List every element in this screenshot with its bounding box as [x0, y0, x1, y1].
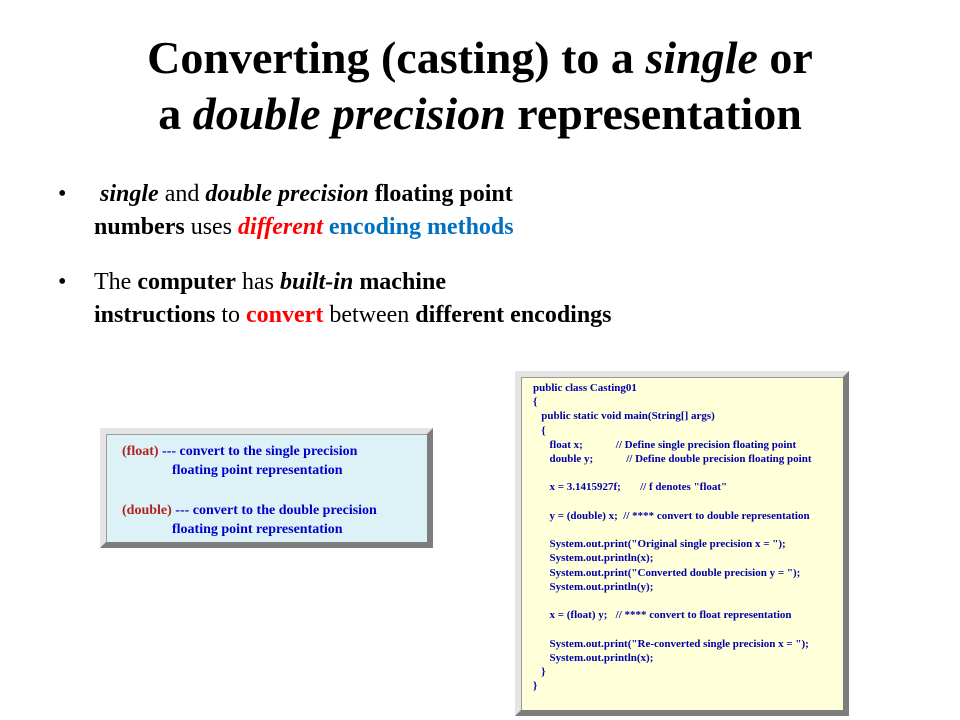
double-cast-line: (double) --- convert to the double precision — [122, 503, 377, 518]
bullet-dot: • — [58, 181, 67, 207]
double-cast-continuation: floating point representation — [172, 522, 343, 537]
title-single: single — [645, 32, 758, 83]
float-cast-continuation: floating point representation — [172, 463, 343, 478]
bullet-dot: • — [58, 269, 67, 295]
title-double-precision: double precision — [192, 88, 506, 139]
bullet-encoding-methods: • single and double precision floating point numbers uses different encoding methods — [58, 178, 918, 244]
slide-title — [0, 30, 960, 142]
bullet-list — [58, 178, 918, 354]
code-listing: public class Casting01 { public static void main(String[] args) { float x; // Define single precision floating point double y; // Define double precision floating point x = 3.1415927f; // f denotes "float" y = (double) x; // **** convert to double representation System.out.print("Original single precision x = "); System.out.println(x); System.out.print("Converted double precision y = "); System.out.println(y); x = (float) y; // **** convert to float representation System.out.print("Re-converted single precision x = "); System.out.println(x); } } — [533, 382, 812, 693]
casting-operators-box — [100, 428, 433, 548]
float-cast-line: (float) --- convert to the single precision — [122, 444, 358, 459]
bullet-machine-instructions: • The computer has built-in machine instructions to convert between different encodings — [58, 266, 918, 332]
code-listing-box — [515, 371, 849, 716]
title-line-2: a double precision representation — [158, 88, 802, 139]
title-line-1: Converting (casting) to a single or — [147, 32, 813, 83]
